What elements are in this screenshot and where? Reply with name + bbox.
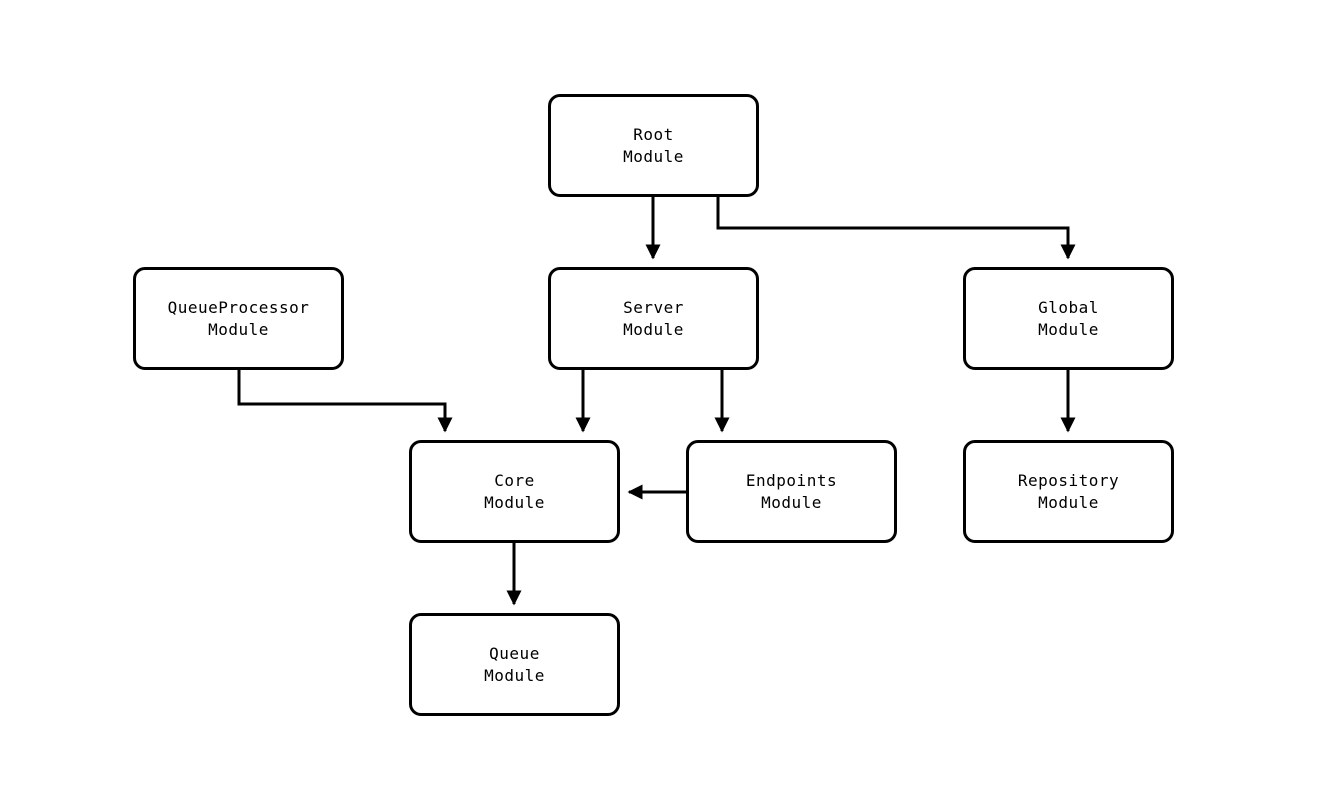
edge-root-to-global <box>718 197 1068 258</box>
node-label-line2: Module <box>761 492 822 512</box>
node-server-module[interactable] <box>548 267 759 370</box>
node-label-line1: Root <box>633 124 674 144</box>
node-label-line2: Module <box>1038 492 1099 512</box>
node-label-line1: QueueProcessor <box>167 297 310 317</box>
node-core-module[interactable] <box>409 440 620 543</box>
node-label-line1: Endpoints <box>745 470 838 490</box>
node-root-module[interactable] <box>548 94 759 197</box>
edge-queueprocessor-to-core <box>239 370 445 431</box>
node-label-line1: Core <box>494 470 535 490</box>
node-label-line1: Global <box>1038 297 1099 317</box>
node-label-line2: Module <box>1038 319 1099 339</box>
node-endpoints-module[interactable] <box>686 440 897 543</box>
node-label-line2: Module <box>623 319 684 339</box>
node-label-line2: Module <box>208 319 269 339</box>
node-queue-module[interactable] <box>409 613 620 716</box>
node-label-line2: Module <box>484 492 545 512</box>
node-label-line2: Module <box>623 146 684 166</box>
node-global-module[interactable] <box>963 267 1174 370</box>
node-queueprocessor-module[interactable] <box>133 267 344 370</box>
node-label-line1: Queue <box>489 643 540 663</box>
node-label-line1: Server <box>623 297 684 317</box>
node-label-line2: Module <box>484 665 545 685</box>
node-repository-module[interactable] <box>963 440 1174 543</box>
node-label-line1: Repository <box>1017 470 1120 490</box>
